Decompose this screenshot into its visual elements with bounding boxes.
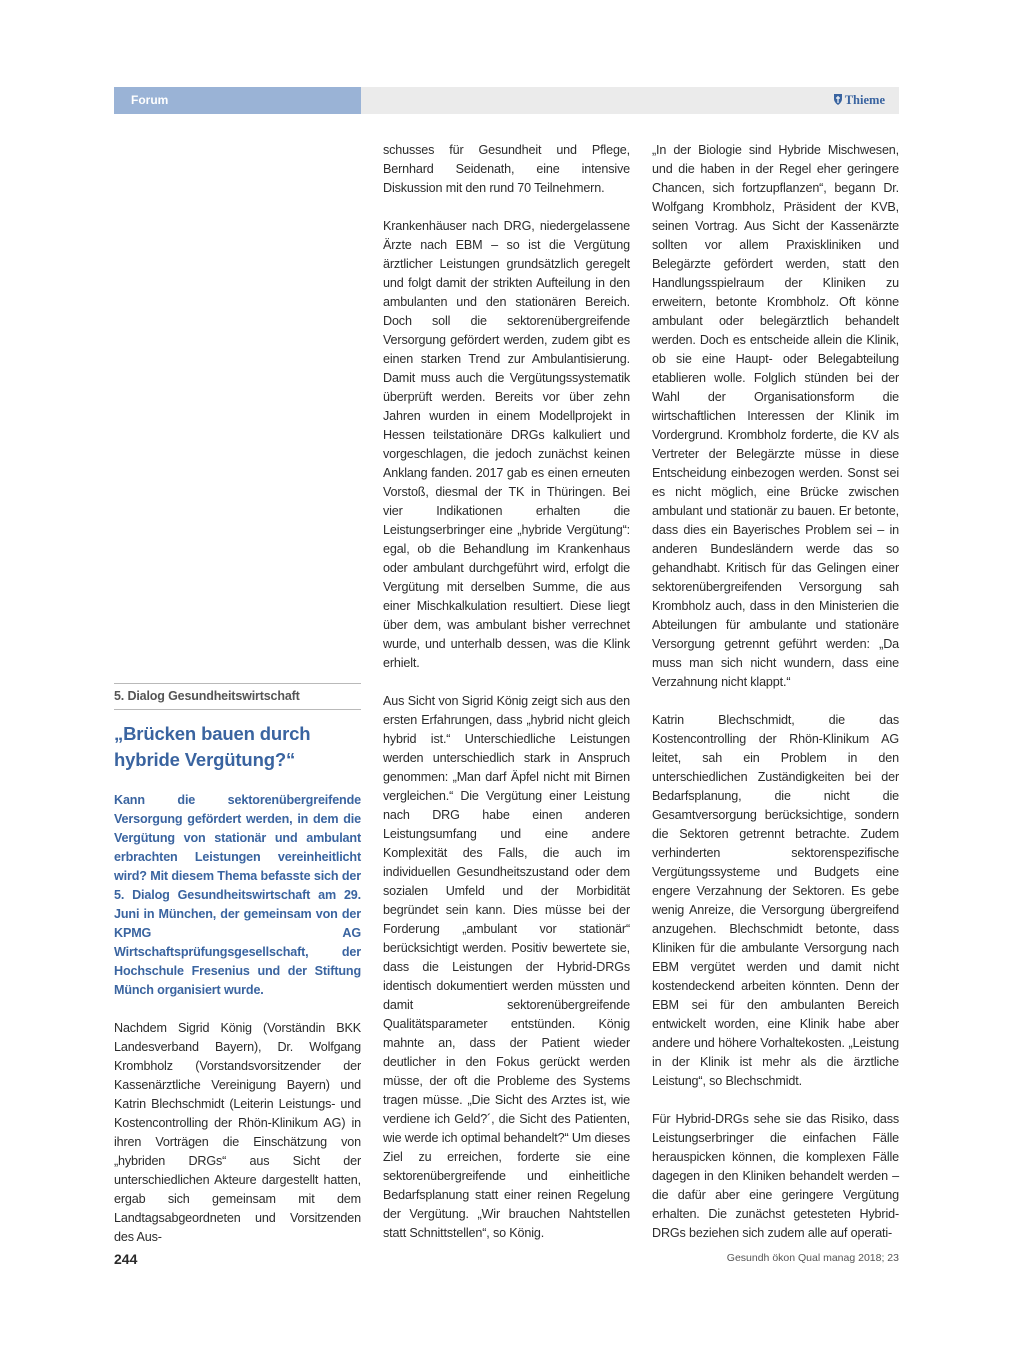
article-headline: „Brücken bauen durch hybride Vergütung?“ (114, 723, 311, 770)
publisher-logo (833, 87, 885, 114)
body-paragraph: schusses für Gesundheit und Pflege, Bernhard Seidenath, eine intensive Diskussion mit den rund 70 Teilnehmern. (383, 143, 630, 195)
body-paragraph: Krankenhäuser nach DRG, niedergelassene Ärzte nach EBM – so ist die Vergütung ärztlicher Leistungen grundsätzlich geregelt und folgt damit der strikten Aufteilung in den ambulanten und den stationären Bereich. Doch soll die sektorenübergreifende Versorgung gefördert werden, zudem gibt es einen starken Trend zur Ambulantisierung. Damit muss auch die Vergütungssystematik überprüft werden. Bereits vor über zehn Jahren wurden in einem Modellprojekt in Hessen teilstationäre DRGs kalkuliert und vorgeschlagen, die jedoch zunächst keinen Anklang fanden. 2017 gab es einen erneuten Vorstoß, diesmal der TK in Thüringen. Bei vier Indikationen erhalten die Leistungserbringer eine „hybride Vergütung“: egal, ob die Behandlung im Krankenhaus oder ambulant durchgeführt wird, erfolgt die Vergütung mit derselben Summe, die aus einer Mischkalkulation resultiert. Diese liegt über dem, was ambulant bisher verrechnet wurde, und unterhalb dessen, was die Klink erhielt. (383, 219, 630, 670)
article-lead: Kann die sektorenübergreifende Versorgung gefördert werden, in dem die Vergütung von stationär und ambulant erbrachten Leistungen vereinheitlicht wird? Mit diesem Thema befasste sich der 5. Dialog Gesundheitswirtschaft am 29. Juni in München, der gemeinsam von der KPMG AG Wirtschaftsprüfungsgesellschaft, der Hochschule Fresenius und der Stiftung Münch organisiert wurde. (114, 793, 361, 997)
body-paragraph: Nachdem Sigrid König (Vorständin BKK Landesverband Bayern), Dr. Wolfgang Krombholz (Vorstandsvorsitzender der Kassenärztliche Vereinigung Bayern) und Katrin Blechschmidt (Leiterin Leistungs- und Kostencontrolling der Rhön-Klinikum AG) in ihren Vorträgen die Einschätzung von „hybriden DRGs“ aus Sicht der unterschiedlichen Akteure dargestellt hatten, ergab sich gemeinsam mit dem Landtagsabgeordneten und Vorsitzenden des Aus- (114, 1021, 361, 1244)
body-paragraph: Für Hybrid-DRGs sehe sie das Risiko, dass Leistungserbringer die einfachen Fälle herauspicken können, die komplexen Fälle dagegen in den Kliniken behandelt werden – die dafür aber eine geringere Vergütung erhalten. Die zunächst getesteten Hybrid-DRGs beziehen sich zudem alle auf operati- (652, 1112, 899, 1240)
body-paragraph: Aus Sicht von Sigrid König zeigt sich aus den ersten Erfahrungen, dass „hybrid nicht gleich hybrid ist.“ Unterschiedliche Leistungen werden unterschiedlich stark in Anspruch genommen: „Man darf Äpfel nicht mit Birnen vergleichen.“ Die Vergütung einer Leistung nach DRG habe einen anderen Leistungsumfang und eine andere Komplexität des Falls, die auch im individuellen Gesundheitszustand oder dem sozialen Umfeld und der Morbidität begründet sein kann. Dies müsse bei der Forderung „ambulant vor stationär“ berücksichtigt werden. Positiv bewertete sie, dass die Leistungen der Hybrid-DRGs identisch dokumentiert werden müssten und damit sektorenübergreifende Qualitätsparameter entstünden. König mahnte an, dass der Patient wieder deutlicher in den Fokus gerückt werden müsse, der oft die Probleme des Systems tragen müsse. „Die Sicht des Arztes ist, wie verdiene ich Geld?´, die Sicht des Patienten, wie werde ich optimal behandelt?“ Um dieses Ziel zu erreichen, forderte sie eine sektorenübergreifende und einheitliche Bedarfsplanung statt einer reinen Regelung der Vergütung. „Wir brauchen Nahtstellen statt Schnittstellen“, so König. (383, 694, 630, 1240)
column-2 (383, 141, 630, 1243)
column-1 (114, 683, 361, 1247)
publisher-name: Thieme (844, 93, 885, 107)
thieme-crest-icon (833, 93, 845, 107)
section-label: Forum (114, 87, 361, 114)
column-3 (652, 141, 899, 1243)
journal-citation: Gesundh ökon Qual manag 2018; 23 (726, 1252, 899, 1264)
page-header (114, 87, 899, 114)
body-paragraph: „In der Biologie sind Hybride Mischwesen, und die haben in der Regel eher geringere Chancen, sich fortzupflanzen“, begann Dr. Wolfgang Krombholz, Präsident der KVB, seinen Vortrag. Aus Sicht der Kassenärzte sollten vor allem Praxiskliniken und Belegärzte gefördert werden, statt den Handlungsspielraum der Kliniken zu erweitern, betonte Krombholz. Oft könne ambulant oder belegärztlich behandelt werden. Doch es entscheide allein die Klinik, ob sie eine Haupt- oder Belegabteilung etablieren wolle. Folglich stünden bei der Wahl der Organisationsform die wirtschaftlichen Interessen der Klinik im Vordergrund. Krombholz forderte, die KV als Vertreter der Belegärzte müsse in diese Entscheidung einbezogen werden. Sonst sei es nicht möglich, eine Brücke zwischen ambulant und stationär zu bauen. Er betonte, dass dies ein Bayerisches Problem sei – in anderen Bundesländern werde das so gehandhabt. Kritisch für das Gelingen einer sektorenübergreifenden Versorgung sah Krombholz auch, dass in den Ministerien die Abteilungen für ambulante und stationäre Versorgung getrennt geführt werden: „Da muss man sich nicht wundern, dass eine Verzahnung nicht klappt.“ (652, 143, 899, 689)
page-number: 244 (114, 1251, 138, 1267)
body-paragraph: Katrin Blechschmidt, die das Kostencontrolling der Rhön-Klinikum AG leitet, sah ein Problem in den unterschiedlichen Zuständigkeiten bei der Bedarfsplanung, die nicht die Gesamtversorgung berücksichtige, sondern die Sektoren getrennt betrachte. Zudem verhinderten sektorenspezifische Vergütungssysteme und Budgets eine engere Verzahnung der Sektoren. Es gebe wenig Anreize, die Versorgung übergreifend anzugehen. Blechschmidt betonte, dass Kliniken für die ambulante Versorgung nach EBM vergütet werden und damit nicht kostendeckend arbeiten könnten. Denn der EBM sei für den ambulanten Bereich entwickelt worden, eine Klinik habe aber andere und höhere Vorhaltekosten. „Leistung in der Klinik ist mehr als die ärztliche Leistung“, so Blechschmidt. (652, 713, 899, 1088)
article-kicker: 5. Dialog Gesundheitswirtschaft (114, 683, 361, 710)
